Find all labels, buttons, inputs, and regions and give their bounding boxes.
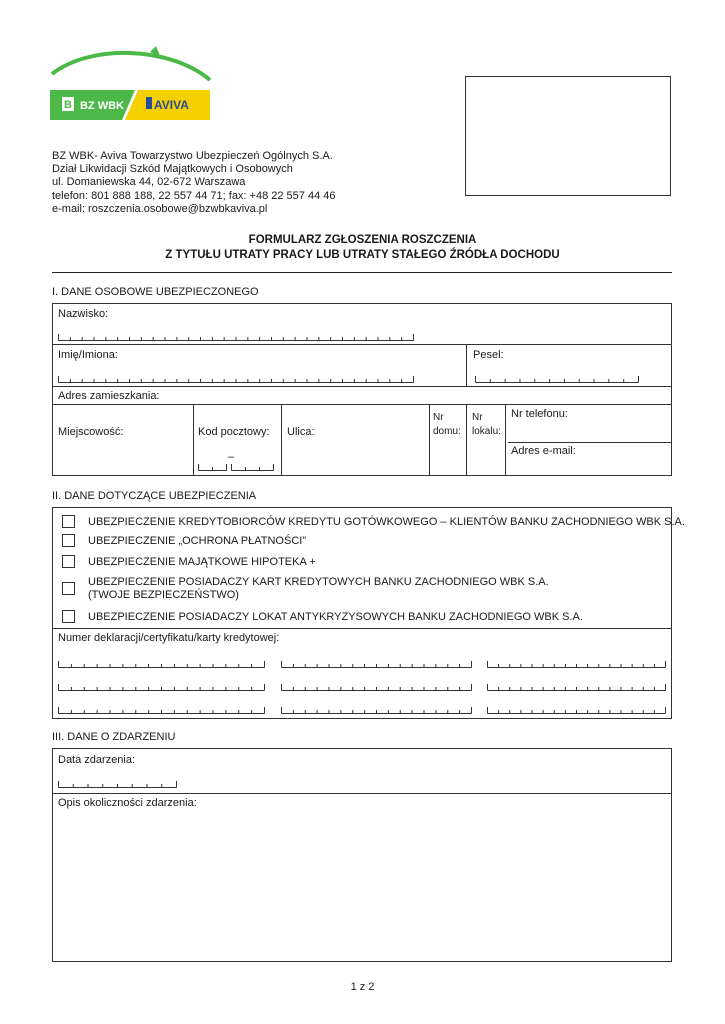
declaration-input-2a[interactable] [58, 684, 266, 690]
option-4-checkbox[interactable] [62, 582, 75, 595]
declaration-number-label: Numer deklaracji/certyfikatu/karty kredytowej: [58, 632, 280, 644]
address-label: Adres zamieszkania: [58, 390, 160, 402]
option-5-checkbox[interactable] [62, 610, 75, 623]
option-1-checkbox[interactable] [62, 515, 75, 528]
option-2-checkbox[interactable] [62, 534, 75, 547]
option-4-label: UBEZPIECZENIE POSIADACZY KART KREDYTOWYCH BANKU ZACHODNIEGO WBK S.A. [88, 576, 549, 588]
pesel-input[interactable] [475, 376, 640, 382]
names-input[interactable] [58, 376, 415, 382]
event-description-input[interactable] [54, 813, 670, 959]
house-number-label-2: domu: [433, 426, 461, 437]
company-department: Dział Likwidacji Szkód Majątkowych i Osobowych [52, 163, 293, 176]
pesel-label: Pesel: [473, 349, 504, 361]
surname-label: Nazwisko: [58, 308, 109, 320]
section-1-box [52, 303, 672, 476]
option-2-label: UBEZPIECZENIE „OCHRONA PŁATNOŚCI” [88, 535, 306, 547]
event-date-label: Data zdarzenia: [58, 754, 136, 766]
postal-code-input-b[interactable] [231, 464, 275, 470]
section-2-box [52, 507, 685, 719]
option-4-label-2: (TWOJE BEZPIECZEŃSTWO) [88, 589, 239, 601]
company-phone: telefon: 801 888 188, 22 557 44 71; fax: +48 22 557 44 46 [52, 189, 336, 202]
section-3-heading: III. DANE O ZDARZENIU [52, 731, 176, 743]
option-3-label: UBEZPIECZENIE MAJĄTKOWE HIPOTEKA + [88, 556, 316, 568]
section-3-box [52, 748, 672, 962]
postal-dash: – [228, 451, 235, 463]
declaration-input-2c[interactable] [487, 684, 667, 690]
declaration-input-3c[interactable] [487, 707, 667, 713]
svg-text:AVIVA: AVIVA [154, 98, 189, 112]
company-address [52, 150, 336, 216]
section-1-heading: I. DANE OSOBOWE UBEZPIECZONEGO [52, 286, 259, 298]
svg-text:BZ WBK: BZ WBK [80, 100, 124, 112]
bz-wbk-aviva-logo [50, 42, 220, 132]
company-email: e-mail: roszczenia.osobowe@bzwbkaviva.pl [52, 202, 268, 215]
form-title: FORMULARZ ZGŁOSZENIA ROSZCZENIA Z TYTUŁU UTRATY PRACY LUB UTRATY STAŁEGO ŹRÓDŁA DOCHODU [165, 234, 560, 261]
declaration-input-3b[interactable] [281, 707, 473, 713]
declaration-input-2b[interactable] [281, 684, 473, 690]
declaration-input-1b[interactable] [281, 661, 473, 667]
svg-text:B: B [64, 99, 72, 111]
title-divider [52, 272, 672, 273]
postal-code-input-a[interactable] [198, 464, 228, 470]
section-2-heading: II. DANE DOTYCZĄCE UBEZPIECZENIA [52, 490, 257, 502]
stamp-box [465, 76, 671, 196]
page-number: 1 z 2 [350, 981, 375, 993]
declaration-input-1c[interactable] [487, 661, 667, 667]
street-label: Ulica: [287, 426, 315, 438]
option-1-label: UBEZPIECZENIE KREDYTOBIORCÓW KREDYTU GOTÓWKOWEGO – KLIENTÓW BANKU ZACHODNIEGO WBK S.A. [88, 516, 685, 528]
phone-label: Nr telefonu: [511, 408, 568, 420]
flat-number-label-2: lokalu: [472, 426, 501, 437]
email-label: Adres e-mail: [511, 445, 576, 457]
event-date-input[interactable] [58, 781, 178, 787]
declaration-input-1a[interactable] [58, 661, 266, 667]
option-5-label: UBEZPIECZENIE POSIADACZY LOKAT ANTYKRYZYSOWYCH BANKU ZACHODNIEGO WBK S.A. [88, 611, 583, 623]
city-label: Miejscowość: [58, 426, 124, 438]
house-number-label-1: Nr [433, 412, 444, 423]
names-label: Imię/Imiona: [58, 349, 118, 361]
declaration-input-3a[interactable] [58, 707, 266, 713]
company-name: BZ WBK- Aviva Towarzystwo Ubezpieczeń Ogólnych S.A. [52, 150, 333, 162]
surname-input[interactable] [58, 334, 415, 340]
company-street: ul. Domaniewska 44, 02-672 Warszawa [52, 176, 246, 189]
postal-code-label: Kod pocztowy: [198, 426, 270, 438]
option-3-checkbox[interactable] [62, 555, 75, 568]
event-description-label: Opis okoliczności zdarzenia: [58, 797, 197, 809]
flat-number-label-1: Nr [472, 412, 483, 423]
